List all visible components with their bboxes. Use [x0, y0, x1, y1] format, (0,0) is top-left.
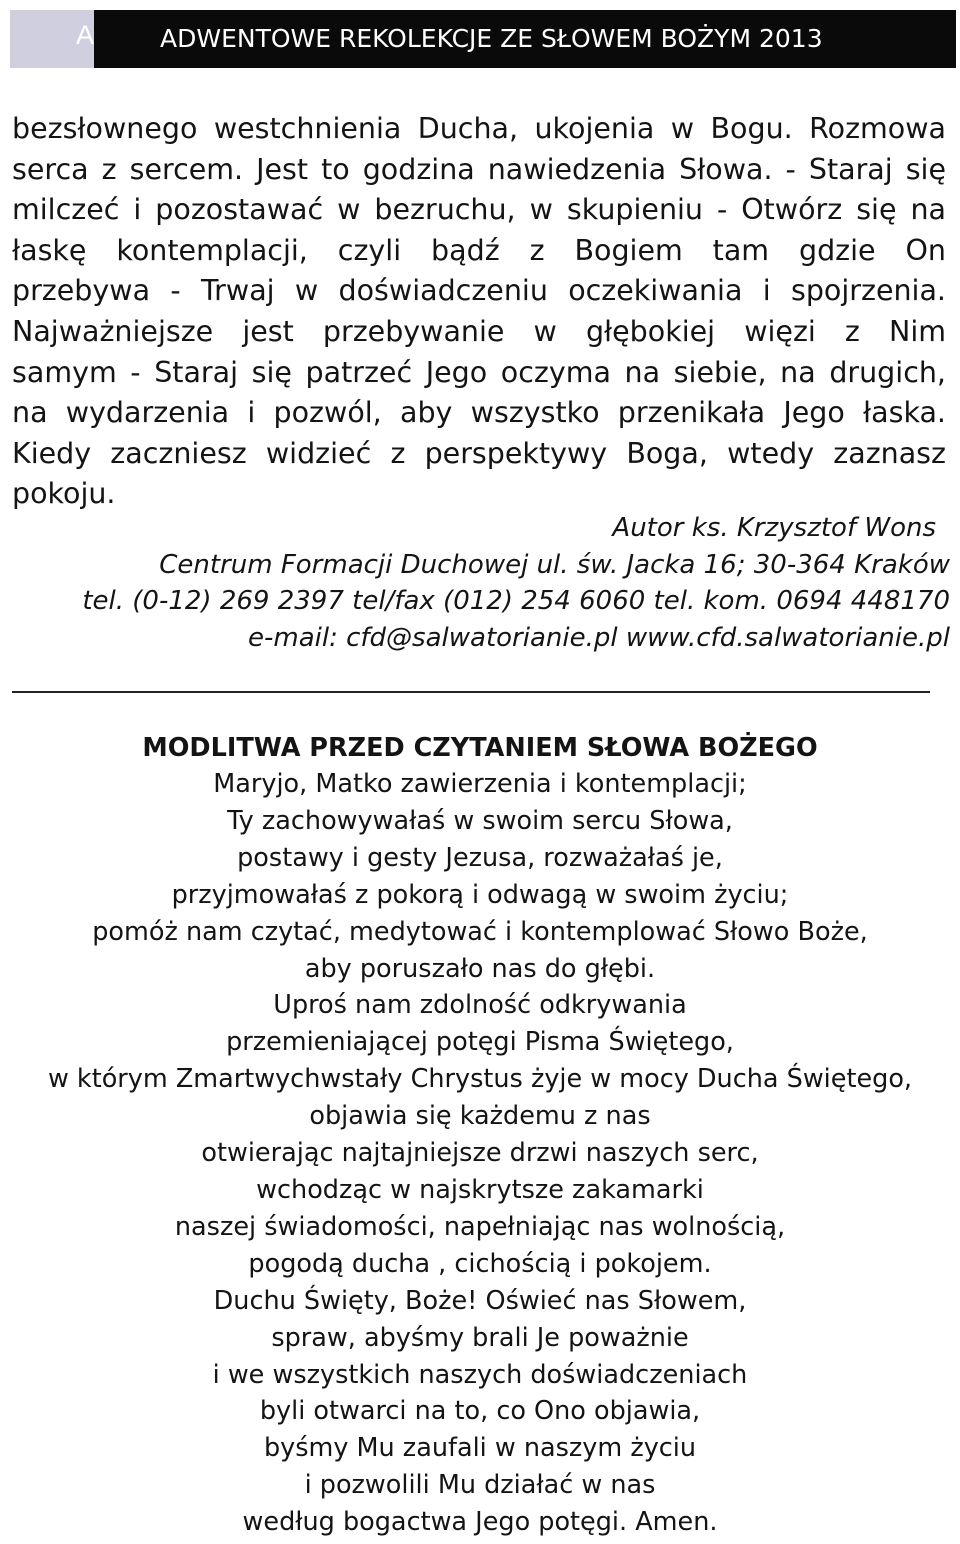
- body-line: milczeć i pozostawać w bezruchu, w skupieniu - Otwórz się na: [12, 193, 946, 227]
- prayer-line: i pozwolili Mu działać w nas: [304, 1470, 656, 1501]
- prayer-line: Ty zachowywałaś w swoim sercu Słowa,: [227, 805, 733, 836]
- prayer-line: postawy i gesty Jezusa, rozważałaś je,: [237, 842, 723, 873]
- author-name: Autor ks. Krzysztof Wons: [612, 513, 936, 543]
- prayer-line: i we wszystkich naszych doświadczeniach: [212, 1359, 748, 1390]
- prayer-line: przemieniającej potęgi Pisma Świętego,: [226, 1027, 734, 1058]
- body-line: pokoju.: [12, 477, 116, 511]
- prayer-line: spraw, abyśmy brali Je poważnie: [271, 1322, 689, 1353]
- prayer-line: aby poruszało nas do głębi.: [304, 953, 656, 984]
- section-divider: [12, 691, 930, 693]
- header-tab-letter: A: [76, 20, 94, 50]
- author-signature: [10, 510, 950, 656]
- prayer-line: byli otwarci na to, co Ono objawia,: [259, 1396, 701, 1427]
- body-line: przebywa - Trwaj w doświadczeniu oczekiwania i spojrzenia.: [12, 274, 946, 308]
- page-header: [10, 10, 956, 68]
- body-line: serca z sercem. Jest to godzina nawiedzenia Słowa. - Staraj się: [12, 152, 946, 186]
- body-paragraph: [12, 109, 946, 515]
- prayer-line: pogodą ducha , cichością i pokojem.: [248, 1248, 712, 1279]
- prayer-line: byśmy Mu zaufali w naszym życiu: [263, 1433, 697, 1464]
- prayer-line: naszej świadomości, napełniając nas wolnością,: [174, 1211, 786, 1242]
- prayer-line: Maryjo, Matko zawierzenia i kontemplacji;: [213, 769, 747, 799]
- prayer-line: Uproś nam zdolność odkrywania: [273, 990, 687, 1021]
- body-line: bezsłownego westchnienia Ducha, ukojenia w Bogu. Rozmowa: [12, 112, 946, 145]
- prayer-line: objawia się każdemu z nas: [309, 1101, 651, 1132]
- prayer-line: otwierając najtajniejsze drzwi naszych serc,: [201, 1138, 759, 1169]
- prayer-line: w którym Zmartwychwstały Chrystus żyje w mocy Ducha Świętego,: [47, 1064, 913, 1095]
- body-line: Najważniejsze jest przebywanie w głębokiej więzi z Nim: [12, 314, 946, 348]
- body-line: samym - Staraj się patrzeć Jego oczyma na siebie, na drugich,: [12, 355, 946, 389]
- author-contact: e-mail: cfd@salwatorianie.pl www.cfd.salwatorianie.pl: [247, 622, 950, 653]
- body-line: na wydarzenia i pozwól, aby wszystko przenikała Jego łaska.: [12, 396, 946, 430]
- prayer-line: wchodząc w najskrytsze zakamarki: [256, 1174, 704, 1205]
- prayer-line: przyjmowałaś z pokorą i odwagą w swoim życiu;: [171, 879, 789, 910]
- header-title: ADWENTOWE REKOLEKCJE ZE SŁOWEM BOŻYM 2013: [94, 10, 956, 68]
- body-line: łaskę kontemplacji, czyli bądź z Bogiem tam gdzie On: [12, 233, 946, 267]
- body-line: Kiedy zaczniesz widzieć z perspektywy Boga, wtedy zaznasz: [12, 436, 946, 470]
- author-address: Centrum Formacji Duchowej ul. św. Jacka 16; 30-364 Kraków: [159, 549, 950, 580]
- prayer-title: MODLITWA PRZED CZYTANIEM SŁOWA BOŻEGO: [142, 733, 818, 763]
- header-tab: [10, 10, 94, 68]
- prayer-text: [0, 766, 960, 1541]
- prayer-line: pomóż nam czytać, medytować i kontemplować Słowo Boże,: [92, 916, 868, 947]
- prayer-line: Duchu Święty, Boże! Oświeć nas Słowem,: [213, 1285, 747, 1316]
- author-phones: tel. (0-12) 269 2397 tel/fax (012) 254 6060 tel. kom. 0694 448170: [82, 586, 950, 616]
- prayer-line: według bogactwa Jego potęgi. Amen.: [242, 1507, 718, 1538]
